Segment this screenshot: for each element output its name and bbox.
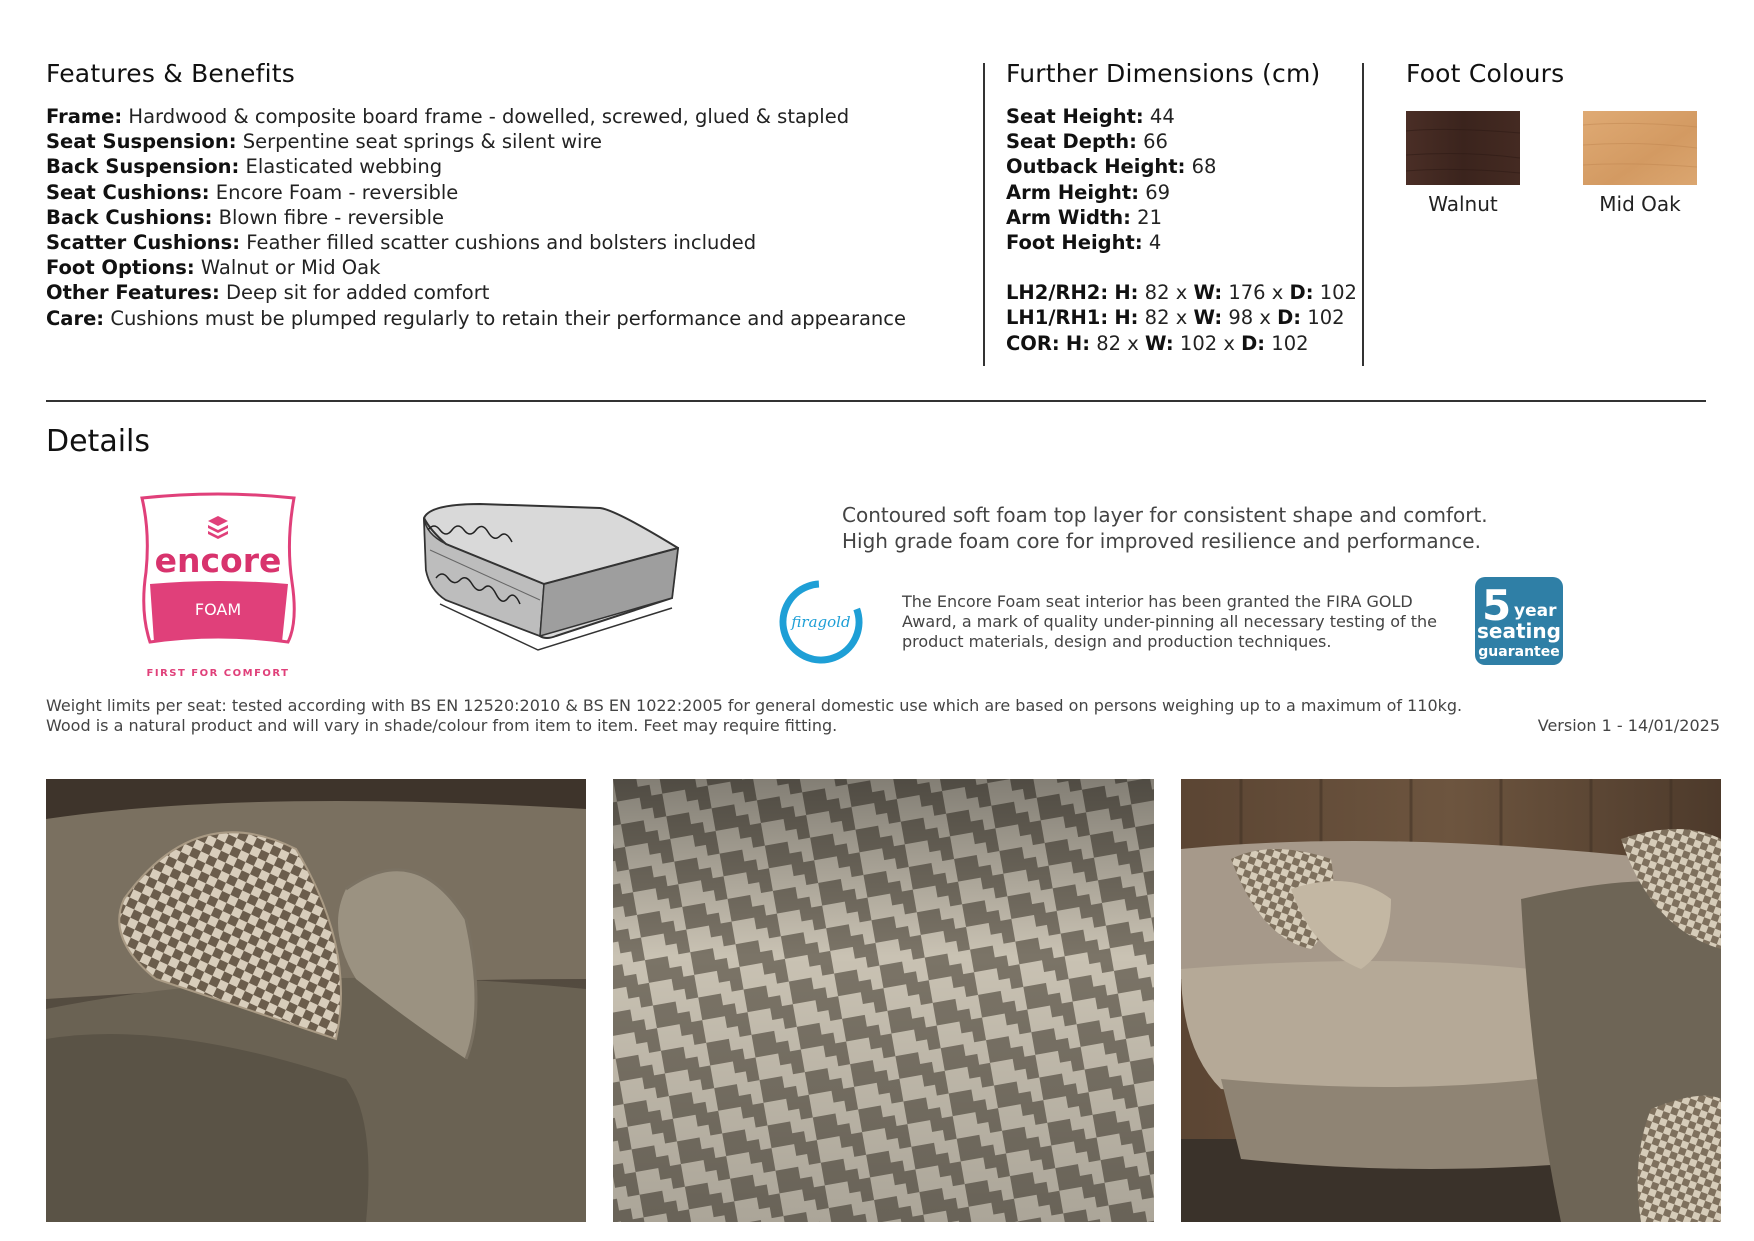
dimension-value: 21 bbox=[1130, 205, 1162, 229]
dimension-row bbox=[1006, 129, 1357, 154]
encore-tagline: FIRST FOR COMFORT bbox=[146, 668, 290, 679]
dimension-key: Foot Height: bbox=[1006, 231, 1143, 255]
dimension-value: 44 bbox=[1143, 105, 1175, 128]
feature-key: Scatter Cushions: bbox=[46, 231, 241, 255]
photo-cushion-closeup bbox=[46, 779, 586, 1222]
foam-cushion-illustration bbox=[420, 500, 682, 666]
feature-value: Serpentine seat springs & silent wire bbox=[236, 130, 603, 154]
footnote-wood-note: Wood is a natural product and will vary in shade/colour from item to item. Feet may require fitting. bbox=[46, 716, 838, 735]
times-separator: x bbox=[1169, 281, 1194, 305]
height-label: H: bbox=[1065, 331, 1091, 355]
height-value: 82 bbox=[1144, 281, 1170, 305]
encore-foam-logo bbox=[136, 492, 300, 682]
walnut-label: Walnut bbox=[1428, 192, 1498, 216]
feature-row bbox=[46, 255, 906, 280]
foam-text-line-1: Contoured soft foam top layer for consistent shape and comfort. bbox=[842, 503, 1488, 527]
feature-value: Elasticated webbing bbox=[239, 155, 443, 179]
feature-value: Walnut or Mid Oak bbox=[194, 256, 381, 280]
dimension-row bbox=[1006, 230, 1357, 255]
encore-sub-text: FOAM bbox=[194, 600, 242, 619]
width-label: W: bbox=[1193, 281, 1223, 305]
guarantee-line2: seating bbox=[1477, 619, 1561, 643]
mid-oak-label: Mid Oak bbox=[1599, 192, 1681, 216]
foam-description bbox=[842, 503, 1488, 554]
unit-name: COR: bbox=[1006, 331, 1060, 355]
dimension-key: Arm Width: bbox=[1006, 205, 1131, 229]
feature-row bbox=[46, 306, 906, 331]
feature-value: Hardwood & composite board frame - dowelled, screwed, glued & stapled bbox=[122, 105, 850, 128]
times-separator: x bbox=[1217, 331, 1242, 355]
dimension-value: 68 bbox=[1185, 155, 1217, 179]
feature-value: Cushions must be plumped regularly to retain their performance and appearance bbox=[104, 306, 907, 330]
guarantee-year: year bbox=[1514, 601, 1557, 621]
footnote-weight-limits: Weight limits per seat: tested according with BS EN 12520:2010 & BS EN 1022:2005 for general domestic use which are based on persons weighing up to a maximum of 110kg. bbox=[46, 696, 1463, 715]
details-title: Details bbox=[46, 424, 151, 459]
feature-row bbox=[46, 230, 906, 255]
feature-row bbox=[46, 104, 906, 129]
feature-row bbox=[46, 280, 906, 305]
feature-key: Care: bbox=[46, 306, 105, 330]
divider-vertical-1 bbox=[983, 63, 985, 366]
depth-label: D: bbox=[1289, 281, 1314, 305]
foot-colours-title: Foot Colours bbox=[1406, 59, 1565, 88]
unit-dimension-row bbox=[1006, 305, 1357, 330]
footnote bbox=[46, 696, 1462, 736]
feature-value: Blown fibre - reversible bbox=[212, 205, 445, 229]
depth-value: 102 bbox=[1271, 331, 1309, 355]
guarantee-line3: guarantee bbox=[1478, 644, 1560, 660]
dimension-row bbox=[1006, 104, 1357, 129]
guarantee-badge bbox=[1474, 576, 1564, 666]
dimension-value: 4 bbox=[1142, 231, 1162, 255]
times-separator: x bbox=[1121, 331, 1145, 355]
depth-label: D: bbox=[1241, 331, 1266, 355]
dimension-value: 66 bbox=[1136, 130, 1168, 154]
fira-description: The Encore Foam seat interior has been granted the FIRA GOLD Award, a mark of quality under-pinning all necessary testing of the product materials, design and production techniques. bbox=[902, 592, 1438, 651]
height-label: H: bbox=[1114, 281, 1139, 305]
photo-sofa-room bbox=[1181, 779, 1721, 1222]
unit-dimension-row bbox=[1006, 331, 1357, 356]
depth-value: 102 bbox=[1319, 281, 1357, 305]
feature-key: Other Features: bbox=[46, 281, 220, 305]
features-list bbox=[46, 104, 906, 331]
section-divider bbox=[46, 400, 1706, 402]
dimension-key: Seat Depth: bbox=[1006, 130, 1137, 154]
width-label: W: bbox=[1193, 306, 1223, 330]
feature-row bbox=[46, 129, 906, 154]
feature-key: Seat Cushions: bbox=[46, 180, 210, 204]
dimension-key: Arm Height: bbox=[1006, 180, 1140, 204]
feature-value: Encore Foam - reversible bbox=[209, 180, 459, 204]
feature-key: Back Suspension: bbox=[46, 155, 240, 179]
height-value: 82 bbox=[1096, 331, 1122, 355]
depth-label: D: bbox=[1277, 306, 1302, 330]
foam-text-line-2: High grade foam core for improved resilience and performance. bbox=[842, 528, 1481, 553]
times-separator: x bbox=[1253, 306, 1278, 330]
width-value: 102 bbox=[1179, 331, 1218, 355]
height-value: 82 bbox=[1144, 306, 1170, 330]
version-label: Version 1 - 14/01/2025 bbox=[1537, 716, 1720, 735]
times-separator: x bbox=[1169, 306, 1194, 330]
dimension-row bbox=[1006, 154, 1357, 179]
walnut-swatch bbox=[1406, 111, 1520, 185]
width-label: W: bbox=[1145, 331, 1174, 355]
width-value: 176 bbox=[1228, 281, 1266, 305]
feature-row bbox=[46, 205, 906, 230]
unit-name: LH2/RH2: bbox=[1006, 281, 1109, 305]
feature-row bbox=[46, 180, 906, 205]
unit-name: LH1/RH1: bbox=[1006, 306, 1109, 330]
dimension-gap bbox=[1006, 255, 1357, 280]
dimension-key: Seat Height: bbox=[1006, 105, 1144, 128]
fira-badge-text: firagold bbox=[791, 613, 851, 631]
encore-brand-text: encore bbox=[154, 541, 282, 580]
width-value: 98 bbox=[1228, 306, 1254, 330]
height-label: H: bbox=[1114, 306, 1139, 330]
photo-fabric-texture bbox=[613, 779, 1154, 1222]
divider-vertical-2 bbox=[1362, 63, 1364, 366]
dimension-row bbox=[1006, 180, 1357, 205]
dimension-value: 69 bbox=[1139, 180, 1171, 204]
dimension-row bbox=[1006, 205, 1357, 230]
dimensions-list bbox=[1006, 104, 1357, 356]
feature-key: Frame: bbox=[46, 105, 123, 128]
fira-gold-badge bbox=[779, 580, 863, 664]
feature-row bbox=[46, 154, 906, 179]
feature-key: Seat Suspension: bbox=[46, 130, 237, 154]
depth-value: 102 bbox=[1307, 306, 1345, 330]
dimensions-title: Further Dimensions (cm) bbox=[1006, 59, 1321, 88]
times-separator: x bbox=[1265, 281, 1290, 305]
mid-oak-swatch bbox=[1583, 111, 1697, 185]
feature-key: Foot Options: bbox=[46, 256, 195, 280]
features-title: Features & Benefits bbox=[46, 59, 296, 88]
unit-dimension-row bbox=[1006, 280, 1357, 305]
feature-value: Feather filled scatter cushions and bolsters included bbox=[240, 231, 757, 255]
dimension-key: Outback Height: bbox=[1006, 155, 1186, 179]
feature-value: Deep sit for added comfort bbox=[219, 281, 490, 305]
guarantee-number: 5 bbox=[1482, 581, 1512, 630]
feature-key: Back Cushions: bbox=[46, 205, 213, 229]
